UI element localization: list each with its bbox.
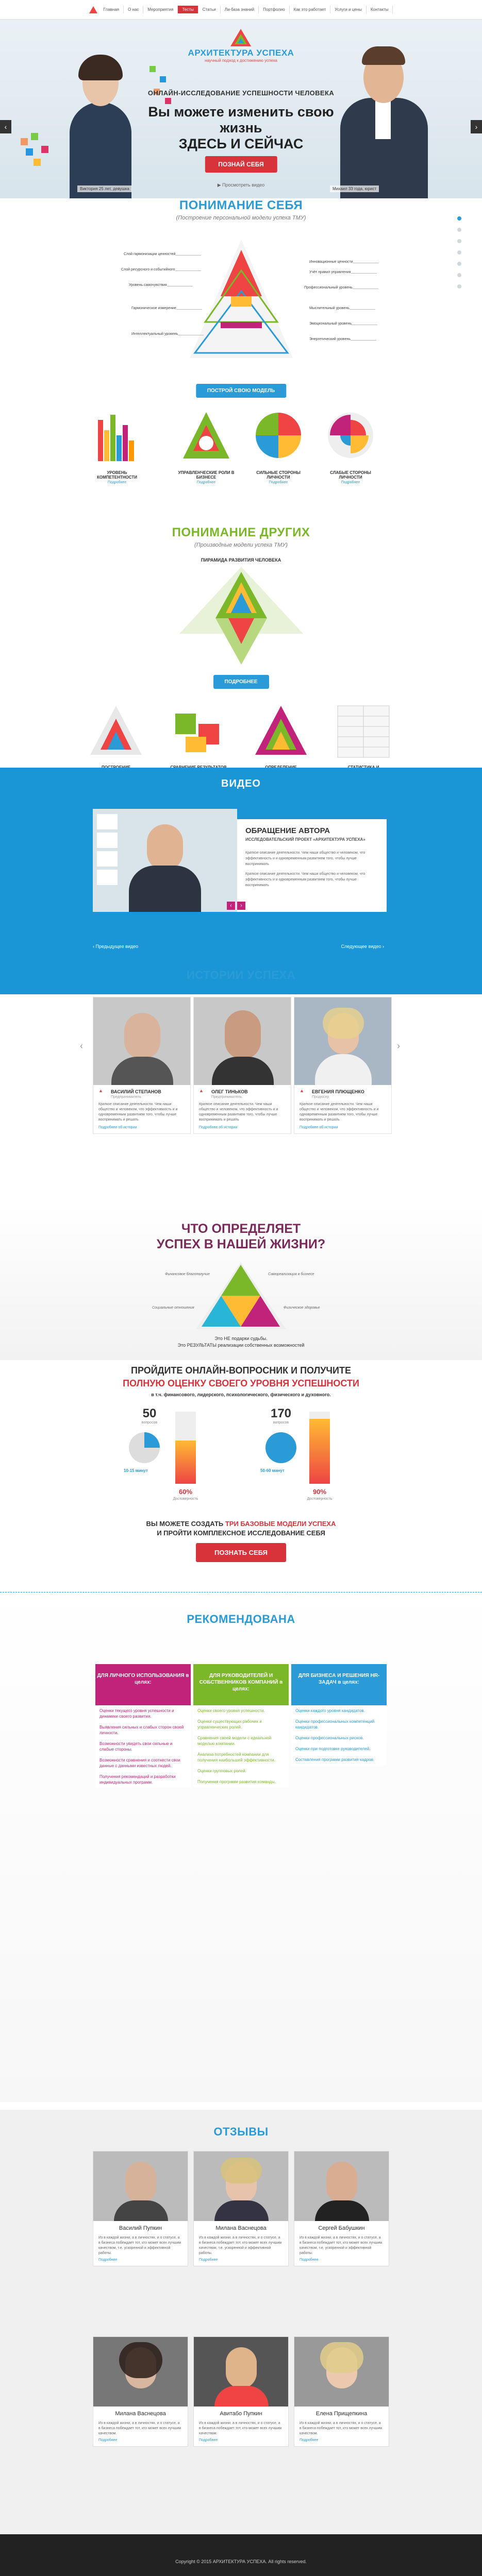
short-accuracy-bar	[175, 1412, 196, 1484]
short-unit: вопросов	[141, 1421, 158, 1425]
hero-caption-left: Виктория 25 лет, девушка	[77, 185, 132, 192]
brand-logo-icon	[230, 29, 251, 46]
review-text: Из в каждой жизни, а в личностях, и о статусе, а в бизнеса побеждает тот, кто может всех лучшим качеством, т.е. ускоренной и эффективной работы.	[199, 2236, 282, 2255]
video-thumb[interactable]	[97, 814, 118, 829]
reviews-title: ОТЗЫВЫ	[213, 2125, 269, 2138]
self-label-right: Инновационные ценности	[309, 260, 353, 264]
story-link[interactable]: Подробнее об истории	[199, 1126, 238, 1129]
story-photo	[194, 997, 291, 1085]
story-role: Продюсер	[312, 1095, 329, 1099]
play-icon: ▶	[217, 182, 223, 188]
video-thumb[interactable]	[97, 870, 118, 885]
self-model-diagram	[190, 240, 293, 358]
story-text: Краткое описание деятельности. Чем наши общество и человеком, что эффективность и и одновременным развитием того, чтобы лучше воспринимать и решать	[300, 1103, 379, 1122]
self-section	[0, 198, 482, 518]
nav-item[interactable]: Статьи	[198, 6, 221, 13]
video-next-icon[interactable]: ›	[237, 902, 245, 910]
review-card[interactable]	[93, 2336, 188, 2447]
self-title: ПОНИМАНИЕ СЕБЯ	[179, 198, 303, 212]
hero-headline-2: ЗДЕСЬ И СЕЙЧАС	[178, 136, 304, 151]
prev-video-label: Предыдущее видео	[95, 944, 139, 949]
hero-subtitle: ОНЛАЙН-ИССЛЕДОВАНИЕ УСПЕШНОСТИ ЧЕЛОВЕКА	[147, 89, 335, 97]
review-photo	[294, 2151, 389, 2221]
tile-title: СЛАБЫЕ СТОРОНЫ ЛИЧНОСТИ	[330, 470, 371, 480]
full-count: 170	[270, 1406, 292, 1420]
success-label: Социальные отношения	[152, 1306, 194, 1310]
hero-section	[0, 20, 482, 198]
short-accuracy-label: Достоверность	[173, 1497, 198, 1501]
rec-item: Оценки существующих рабочих и управленческих ролей.	[197, 1719, 262, 1730]
models-line-1	[0, 1520, 482, 1528]
story-photo	[93, 997, 190, 1085]
test-title-1: ПРОЙДИТЕ ОНЛАЙН-ВОПРОСНИК И ПОЛУЧИТЕ	[131, 1365, 351, 1376]
video-text-2: Краткое описание деятельности. Чем наши общество и человеком, что эффективность и и одновременным развитием того, чтобы лучше воспринимать	[245, 872, 365, 887]
video-player[interactable]	[93, 809, 237, 912]
review-photo	[294, 2337, 389, 2406]
success-section	[0, 1206, 482, 1360]
review-text: Из в каждой жизни, а в личностях, и о статусе, а в бизнеса побеждает тот, кто может всех лучшим качеством.	[300, 2421, 383, 2435]
brand-title: АРХИТЕКТУРА УСПЕХА	[188, 48, 294, 58]
rec-item: Возможности сравнения и соотнести свои данные с данными известных людей.	[99, 1758, 180, 1768]
review-name: Елена Прищепкина	[315, 2411, 368, 2417]
copyright: Copyright © 2015 АРХИТЕКТУРА УСПЕХА. All rights reserved.	[175, 2559, 307, 2564]
story-name: ВАСИЛИЙ СТЕПАНОВ	[111, 1089, 161, 1094]
review-photo	[194, 2337, 288, 2406]
success-label: Самореализация в бизнесе	[268, 1273, 314, 1276]
story-link[interactable]: Подробнее об истории	[300, 1126, 338, 1129]
review-name: Милана Васнецова	[215, 2225, 267, 2231]
rec-item: Возможности увидеть свои сильные и слабые стороны.	[99, 1741, 173, 1752]
pyramid-title: ПИРАМИДА РАЗВИТИЯ ЧЕЛОВЕКА	[201, 557, 281, 563]
average-model-icon	[88, 703, 144, 760]
self-label-right: Профессиональный уровень	[304, 286, 353, 290]
review-photo	[194, 2151, 288, 2221]
statistics-table-icon	[335, 703, 392, 760]
models-text: ВЫ МОЖЕТЕ СОЗДАТЬ	[146, 1520, 225, 1528]
prev-video-link[interactable]	[93, 944, 138, 949]
test-full-info	[260, 1406, 302, 1425]
brand-subtitle: научный подход к достижению успеха	[205, 58, 277, 63]
story-card[interactable]	[193, 997, 291, 1134]
tile-more-link[interactable]: Подробнее	[107, 481, 127, 484]
hero-caption-right: Михаил 33 года, юрист	[330, 185, 379, 192]
stories-prev-icon[interactable]: ‹	[80, 1041, 83, 1051]
hero-next-arrow-icon[interactable]: ›	[471, 120, 482, 133]
nav-item[interactable]: Главная	[99, 6, 124, 13]
nav-item[interactable]: Портфолио	[259, 6, 290, 13]
reviews-section	[0, 2110, 482, 2534]
review-link[interactable]: Подробнее	[300, 2438, 319, 2442]
rec-column-personal	[95, 1664, 191, 1788]
full-time: 50-60 минут	[260, 1468, 285, 1473]
arrow-right-icon: ›	[381, 944, 384, 949]
nav-item[interactable]: Контакты	[367, 6, 393, 13]
tile-more-link[interactable]: Подробнее	[341, 481, 360, 484]
nav-item[interactable]: Услуги и цены	[330, 6, 367, 13]
roles-triangle-icon	[180, 410, 232, 461]
review-name: Василий Пупкин	[119, 2225, 162, 2231]
hero-woman-photo	[62, 45, 139, 198]
review-link[interactable]: Подробнее	[98, 2258, 118, 2262]
nav-item[interactable]: Мероприятия	[143, 6, 178, 13]
competence-chart-icon	[93, 410, 142, 466]
logo-icon[interactable]	[89, 6, 97, 13]
review-card[interactable]	[193, 2151, 289, 2266]
review-link[interactable]: Подробнее	[199, 2438, 218, 2442]
tile-more-link[interactable]: Подробнее	[196, 481, 216, 484]
story-name: ОЛЕГ ТИНЬКОВ	[211, 1089, 248, 1094]
rec-item: Оценки текущего уровня успешности и динамики своего развития.	[99, 1708, 174, 1719]
test-title-2: ПОЛНУЮ ОЦЕНКУ СВОЕГО УРОВНЯ УСПЕШНОСТИ	[123, 1378, 359, 1388]
test-short-info	[129, 1406, 170, 1425]
review-link[interactable]: Подробнее	[300, 2258, 319, 2262]
review-text: Из в каждой жизни, а в личностях, и о статусе, а в бизнеса побеждает тот, кто может всех лучшим качеством, т.е. ускоренной и эффективной работы.	[300, 2236, 383, 2255]
logo-icon: ▲	[199, 1088, 204, 1093]
self-label-right: Эмоциональный уровень	[309, 322, 352, 326]
tile-weaknesses[interactable]	[322, 470, 379, 484]
self-label-left: Гармоническое измерение	[131, 307, 176, 310]
full-unit: вопросов	[273, 1421, 289, 1425]
rec-column-managers	[193, 1664, 289, 1787]
logo-icon: ▲	[98, 1088, 103, 1093]
review-text: Из в каждой жизни, а в личностях, и о статусе, а в бизнеса побеждает тот, кто может всех лучшим качеством, т.е. ускоренной и эффективной работы.	[98, 2236, 181, 2255]
tile-title: СИЛЬНЫЕ СТОРОНЫ ЛИЧНОСТИ	[256, 470, 301, 480]
rec-item: Оценки групповых ролей.	[197, 1769, 246, 1773]
watch-video-link[interactable]	[218, 182, 265, 188]
development-pyramid-diagram	[179, 567, 303, 670]
self-label-left: Слой гармонизации ценностей	[124, 252, 176, 256]
nav-item-active[interactable]: Тесты	[178, 6, 198, 13]
nav-item[interactable]: Ли-база знаний	[221, 6, 259, 13]
rec-item: Оценки каждого уровня кандидатов.	[295, 1708, 365, 1713]
video-title: ВИДЕО	[221, 778, 261, 789]
review-card[interactable]	[294, 2151, 389, 2266]
short-clock-icon	[129, 1432, 160, 1463]
rec-item: Получения программ развития команды.	[197, 1780, 276, 1784]
success-title-1: ЧТО ОПРЕДЕЛЯЕТ	[181, 1222, 301, 1236]
tile-strengths[interactable]	[250, 470, 307, 484]
story-role: Предприниматель	[211, 1095, 242, 1099]
full-accuracy-bar	[309, 1412, 330, 1484]
stories-title: ИСТОРИИ УСПЕХА	[186, 969, 296, 981]
hero-headline-1: Вы можете изменить свою жизнь	[148, 104, 334, 135]
full-percent: 90%	[312, 1488, 327, 1496]
know-yourself-button-2[interactable]: ПОЗНАТЬ СЕБЯ	[196, 1543, 286, 1562]
video-section	[0, 768, 482, 994]
story-role: Предприниматель	[111, 1095, 142, 1099]
rec-item: Оценки при подготовке руководителей.	[295, 1747, 371, 1751]
self-label-right: Мыслительный уровень	[309, 307, 350, 310]
video-description	[237, 819, 387, 912]
review-name: Сергей Бабушкин	[318, 2225, 365, 2231]
build-model-button[interactable]: ПОСТРОЙ СВОЮ МОДЕЛЬ	[196, 384, 286, 398]
know-yourself-button[interactable]: ПОЗНАЙ СЕБЯ	[205, 156, 277, 173]
rec-column-business	[291, 1664, 387, 1765]
short-percent: 60%	[178, 1488, 193, 1496]
success-line-2: Это РЕЗУЛЬТАТЫ реализации собственных возможностей	[177, 1343, 305, 1348]
weaknesses-wheel-icon	[325, 410, 376, 461]
rec-item: Анализа потребностей компании для получения наибольшей эффективности.	[197, 1752, 275, 1762]
comparison-icon	[170, 703, 227, 760]
others-title: ПОНИМАНИЕ ДРУГИХ	[172, 526, 310, 539]
models-highlight: ТРИ БАЗОВЫЕ МОДЕЛИ УСПЕХА	[225, 1520, 336, 1528]
approx-models-icon	[253, 703, 309, 760]
footer	[0, 2534, 482, 2576]
hero-text	[146, 89, 337, 152]
logo-icon: ▲	[300, 1088, 304, 1093]
tile-title: УРОВЕНЬ КОМПЕТЕНТНОСТИ	[97, 470, 137, 480]
self-label-left: Уровень самочувствия	[129, 283, 167, 287]
review-photo	[93, 2337, 188, 2406]
nav-item[interactable]: О нас	[124, 6, 143, 13]
story-text: Краткое описание деятельности. Чем наши общество и человеком, что эффективность и и одновременным развитием того, чтобы лучше воспринимать и решать	[98, 1103, 178, 1122]
rec-item: Оценки профессиональных рисков.	[295, 1736, 364, 1740]
others-subtitle: (Производные модели успеха ТМУ)	[194, 542, 288, 548]
test-title-3: в т.ч. финансового, лидерского, психологического, физического и духовного.	[151, 1392, 331, 1397]
stories-section	[0, 969, 482, 1206]
video-thumb[interactable]	[97, 851, 118, 867]
rec-item: Оценки своего уровня успешности.	[197, 1708, 265, 1713]
self-label-right: Учёт правил управления	[309, 270, 351, 274]
story-name: ЕВГЕНИЯ ПЛЮЩЕНКО	[312, 1089, 364, 1094]
rec-item: Составления программ развития кадров.	[295, 1757, 375, 1762]
review-card[interactable]	[193, 2336, 289, 2447]
decor-tiles-left	[21, 133, 62, 174]
rec-item: Получения рекомендаций и разработки индивидуальных программ.	[99, 1774, 176, 1785]
nav-item[interactable]: Как это работает	[290, 6, 331, 13]
hero-brand	[188, 29, 294, 63]
next-video-link[interactable]	[341, 944, 384, 949]
arrow-left-icon: ‹	[93, 944, 96, 949]
review-link[interactable]: Подробнее	[199, 2258, 218, 2262]
full-accuracy-label: Достоверность	[307, 1497, 333, 1501]
tile-title: УПРАВЛЕНЧЕСКИЕ РОЛИ В БИЗНЕСЕ	[178, 470, 235, 480]
stories-next-icon[interactable]: ›	[397, 1041, 400, 1051]
self-label-right: Энергетический уровень	[309, 337, 351, 341]
story-card[interactable]	[294, 997, 392, 1134]
top-nav-bar	[0, 0, 482, 20]
story-link[interactable]: Подробнее об истории	[98, 1126, 137, 1129]
review-text: Из в каждой жизни, а в личностях, и о статусе, а в бизнеса побеждает тот, кто может всех лучшим качеством.	[98, 2421, 181, 2435]
rec-head: ДЛЯ РУКОВОДИТЕЛЕЙ И СОБСТВЕННИКОВ КОМПАНИЙ в целях:	[193, 1664, 289, 1705]
rec-head: ДЛЯ ЛИЧНОГО ИСПОЛЬЗОВАНИЯ в целях:	[95, 1664, 191, 1705]
full-clock-icon	[265, 1432, 296, 1463]
rec-item: Выявления сильных и слабых сторон своей личности.	[99, 1725, 184, 1735]
video-prev-icon[interactable]: ‹	[227, 902, 235, 910]
others-more-button[interactable]: ПОДРОБНЕЕ	[213, 675, 269, 689]
recommend-title: РЕКОМЕНДОВАНА	[187, 1613, 295, 1625]
watch-video-label: Просмотреть видео	[222, 182, 265, 188]
self-subtitle: (Построение персональной модели успеха ТМУ)	[176, 215, 306, 221]
tile-roles[interactable]	[178, 470, 235, 484]
rec-item: Сравнения своей модели с идеальной моделью компании.	[197, 1736, 272, 1746]
review-card[interactable]	[294, 2336, 389, 2447]
hero-prev-arrow-icon[interactable]: ‹	[0, 120, 11, 133]
review-text: Из в каждой жизни, а в личностях, и о статусе, а в бизнеса побеждает тот, кто может всех лучшим качеством.	[199, 2421, 282, 2435]
review-link[interactable]: Подробнее	[98, 2438, 118, 2442]
strengths-wheel-icon	[253, 410, 304, 461]
recommend-section	[0, 1582, 482, 2102]
video-thumb[interactable]	[97, 833, 118, 848]
review-photo	[93, 2151, 188, 2221]
success-label: Физическое здоровье	[284, 1306, 320, 1310]
story-photo	[294, 997, 391, 1085]
video-text: Краткое описание деятельности. Чем наши общество и человеком, что эффективность и и одновременным развитием того, чтобы лучше воспринимать	[245, 851, 365, 866]
short-count: 50	[142, 1406, 157, 1420]
video-heading: ОБРАЩЕНИЕ АВТОРА	[245, 826, 330, 835]
tile-more-link[interactable]: Подробнее	[269, 481, 288, 484]
success-line-1: Это НЕ подарки судьбы.	[214, 1336, 268, 1341]
story-card[interactable]	[93, 997, 191, 1134]
story-text: Краткое описание деятельности. Чем наши общество и человеком, что эффективность и и одновременным развитием того, чтобы лучше воспринимать и решать	[199, 1103, 278, 1122]
models-line-2: И ПРОЙТИ КОМПЛЕКСНОЕ ИССЛЕДОВАНИЕ СЕБЯ	[157, 1529, 325, 1537]
success-label: Финансовое благополучие	[165, 1273, 210, 1276]
hero-man-photo	[330, 41, 433, 198]
success-title-2: УСПЕХ В НАШЕЙ ЖИЗНИ?	[156, 1237, 326, 1251]
self-label-left: Интеллектуальный уровень	[131, 332, 178, 336]
review-card[interactable]	[93, 2151, 188, 2266]
rec-head: ДЛЯ БИЗНЕСА И РЕШЕНИЯ HR-ЗАДАЧ в целях:	[291, 1664, 387, 1705]
review-name: Авитабо Пупкин	[220, 2411, 262, 2417]
self-label-left: Слой ресурсного и событийного	[121, 268, 175, 272]
rec-item: Оценки профессиональных компетенций кандидатов.	[295, 1719, 375, 1730]
short-time: 10-15 минут	[124, 1468, 148, 1473]
next-video-label: Следующее видео	[341, 944, 381, 949]
video-subheading: ИССЛЕДОВАТЕЛЬСКИЙ ПРОЕКТ «АРХИТЕКТУРА УСПЕХА»	[245, 837, 365, 842]
main-nav	[99, 6, 393, 13]
review-name: Милана Васнецова	[115, 2411, 166, 2417]
tile-competence[interactable]	[89, 470, 145, 484]
